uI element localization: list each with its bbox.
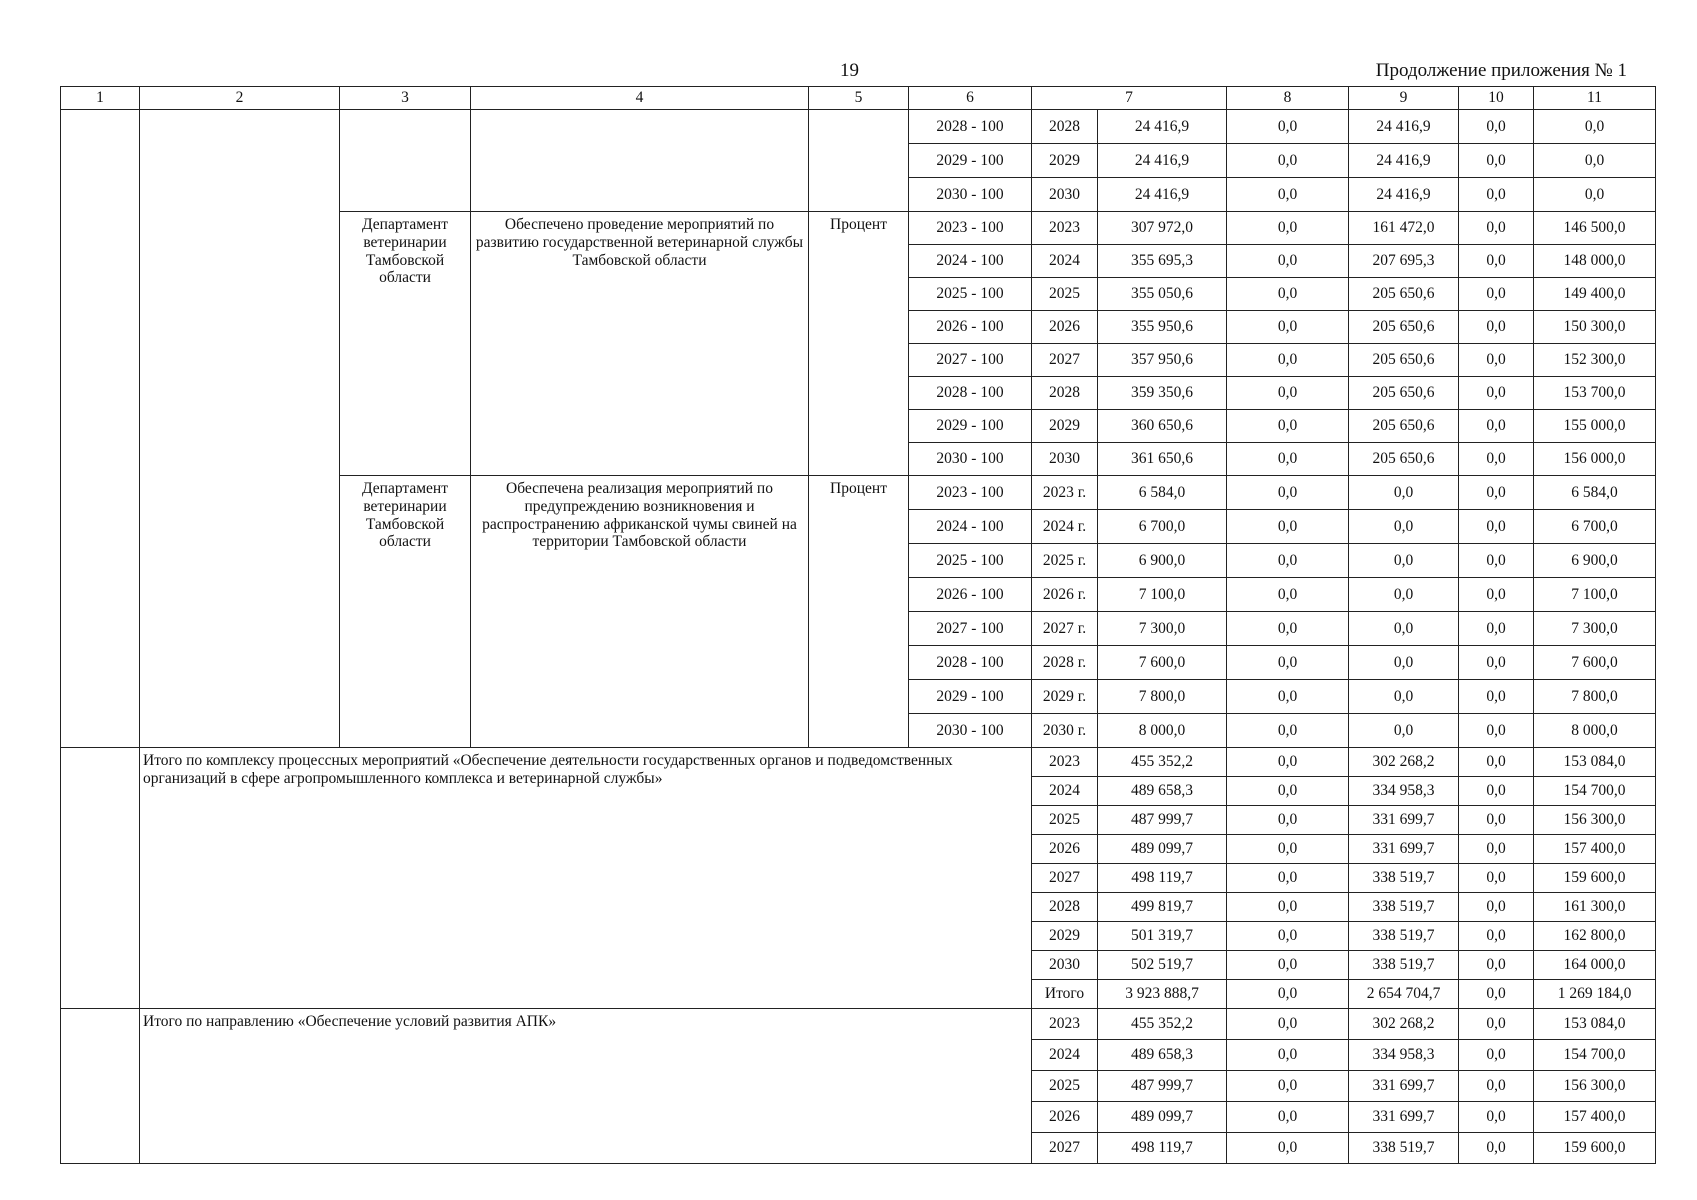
other-amount-cell: 153 084,0 <box>1534 748 1656 777</box>
total-row <box>61 748 1656 777</box>
other-amount-cell: 153 700,0 <box>1534 377 1656 410</box>
federal-amount-cell: 0,0 <box>1227 443 1349 476</box>
indicator-code-cell: 2029 - 100 <box>909 680 1032 714</box>
regional-amount-cell: 205 650,6 <box>1349 410 1459 443</box>
federal-amount-cell: 0,0 <box>1227 612 1349 646</box>
total-amount-cell: 355 695,3 <box>1098 245 1227 278</box>
appendix-title: Продолжение приложения № 1 <box>1375 60 1627 81</box>
other-amount-cell: 157 400,0 <box>1534 835 1656 864</box>
other-amount-cell: 7 800,0 <box>1534 680 1656 714</box>
budget-table <box>60 86 1656 1164</box>
total-amount-cell: 498 119,7 <box>1098 864 1227 893</box>
other-amount-cell: 154 700,0 <box>1534 777 1656 806</box>
year-cell: 2030 <box>1032 443 1098 476</box>
regional-amount-cell: 24 416,9 <box>1349 178 1459 212</box>
municipal-amount-cell: 0,0 <box>1459 864 1534 893</box>
regional-amount-cell: 207 695,3 <box>1349 245 1459 278</box>
column-number: 5 <box>809 87 909 110</box>
year-cell: 2026 <box>1032 835 1098 864</box>
year-cell: 2023 <box>1032 1009 1098 1040</box>
total-amount-cell: 499 819,7 <box>1098 893 1227 922</box>
total-amount-cell: 6 900,0 <box>1098 544 1227 578</box>
year-cell: 2027 <box>1032 864 1098 893</box>
year-cell: 2029 <box>1032 922 1098 951</box>
federal-amount-cell: 0,0 <box>1227 178 1349 212</box>
federal-amount-cell: 0,0 <box>1227 864 1349 893</box>
column-number: 11 <box>1534 87 1656 110</box>
table-body <box>61 87 1656 1164</box>
federal-amount-cell: 0,0 <box>1227 714 1349 748</box>
total-amount-cell: 355 050,6 <box>1098 278 1227 311</box>
municipal-amount-cell: 0,0 <box>1459 178 1534 212</box>
year-cell: 2026 <box>1032 1102 1098 1133</box>
other-amount-cell: 7 100,0 <box>1534 578 1656 612</box>
regional-amount-cell: 338 519,7 <box>1349 864 1459 893</box>
total-amount-cell: 355 950,6 <box>1098 311 1227 344</box>
regional-amount-cell: 0,0 <box>1349 578 1459 612</box>
indicator-code-cell: 2028 - 100 <box>909 377 1032 410</box>
column-number: 9 <box>1349 87 1459 110</box>
municipal-amount-cell: 0,0 <box>1459 1102 1534 1133</box>
department-cell: Департамент ветеринарии Тамбовской области <box>340 212 471 476</box>
other-amount-cell: 159 600,0 <box>1534 1133 1656 1164</box>
total-amount-cell: 502 519,7 <box>1098 951 1227 980</box>
federal-amount-cell: 0,0 <box>1227 777 1349 806</box>
total-direction-title: Итого по направлению «Обеспечение условий развития АПК» <box>140 1009 1032 1164</box>
regional-amount-cell: 0,0 <box>1349 680 1459 714</box>
other-amount-cell: 152 300,0 <box>1534 344 1656 377</box>
page-number: 19 <box>840 60 859 81</box>
other-amount-cell: 1 269 184,0 <box>1534 980 1656 1009</box>
other-amount-cell: 7 300,0 <box>1534 612 1656 646</box>
indicator-code-cell: 2025 - 100 <box>909 544 1032 578</box>
column-number: 4 <box>471 87 809 110</box>
other-amount-cell: 6 584,0 <box>1534 476 1656 510</box>
total-amount-cell: 489 099,7 <box>1098 1102 1227 1133</box>
total-amount-cell: 498 119,7 <box>1098 1133 1227 1164</box>
municipal-amount-cell: 0,0 <box>1459 1009 1534 1040</box>
other-amount-cell: 146 500,0 <box>1534 212 1656 245</box>
year-cell: 2027 <box>1032 1133 1098 1164</box>
municipal-amount-cell: 0,0 <box>1459 510 1534 544</box>
regional-amount-cell: 331 699,7 <box>1349 835 1459 864</box>
indicator-code-cell: 2030 - 100 <box>909 178 1032 212</box>
other-amount-cell: 161 300,0 <box>1534 893 1656 922</box>
column-number-row <box>61 87 1656 110</box>
other-amount-cell: 156 300,0 <box>1534 806 1656 835</box>
regional-amount-cell: 0,0 <box>1349 544 1459 578</box>
year-cell: 2026 <box>1032 311 1098 344</box>
regional-amount-cell: 331 699,7 <box>1349 1102 1459 1133</box>
municipal-amount-cell: 0,0 <box>1459 344 1534 377</box>
regional-amount-cell: 338 519,7 <box>1349 1133 1459 1164</box>
year-cell: 2024 <box>1032 777 1098 806</box>
regional-amount-cell: 338 519,7 <box>1349 922 1459 951</box>
indicator-code-cell: 2030 - 100 <box>909 714 1032 748</box>
indicator-code-cell: 2023 - 100 <box>909 212 1032 245</box>
municipal-amount-cell: 0,0 <box>1459 646 1534 680</box>
other-amount-cell: 149 400,0 <box>1534 278 1656 311</box>
total-amount-cell: 487 999,7 <box>1098 806 1227 835</box>
municipal-amount-cell: 0,0 <box>1459 278 1534 311</box>
federal-amount-cell: 0,0 <box>1227 1040 1349 1071</box>
municipal-amount-cell: 0,0 <box>1459 578 1534 612</box>
municipal-amount-cell: 0,0 <box>1459 680 1534 714</box>
row-number-cell <box>61 748 140 1009</box>
year-cell: 2024 <box>1032 1040 1098 1071</box>
indicator-code-cell: 2028 - 100 <box>909 110 1032 144</box>
regional-amount-cell: 0,0 <box>1349 646 1459 680</box>
total-amount-cell: 307 972,0 <box>1098 212 1227 245</box>
column-number: 6 <box>909 87 1032 110</box>
indicator-code-cell: 2030 - 100 <box>909 443 1032 476</box>
other-amount-cell: 155 000,0 <box>1534 410 1656 443</box>
municipal-amount-cell: 0,0 <box>1459 835 1534 864</box>
indicator-code-cell: 2028 - 100 <box>909 646 1032 680</box>
year-cell: 2029 <box>1032 144 1098 178</box>
federal-amount-cell: 0,0 <box>1227 980 1349 1009</box>
municipal-amount-cell: 0,0 <box>1459 714 1534 748</box>
federal-amount-cell: 0,0 <box>1227 951 1349 980</box>
municipal-amount-cell: 0,0 <box>1459 212 1534 245</box>
other-amount-cell: 150 300,0 <box>1534 311 1656 344</box>
municipal-amount-cell: 0,0 <box>1459 110 1534 144</box>
municipal-amount-cell: 0,0 <box>1459 980 1534 1009</box>
regional-amount-cell: 205 650,6 <box>1349 311 1459 344</box>
total-amount-cell: 7 300,0 <box>1098 612 1227 646</box>
indicator-code-cell: 2025 - 100 <box>909 278 1032 311</box>
federal-amount-cell: 0,0 <box>1227 893 1349 922</box>
year-cell: 2023 <box>1032 212 1098 245</box>
municipal-amount-cell: 0,0 <box>1459 410 1534 443</box>
other-amount-cell: 0,0 <box>1534 144 1656 178</box>
other-amount-cell: 153 084,0 <box>1534 1009 1656 1040</box>
other-amount-cell: 0,0 <box>1534 178 1656 212</box>
other-amount-cell: 159 600,0 <box>1534 864 1656 893</box>
year-cell: 2024 <box>1032 245 1098 278</box>
year-cell: 2029 <box>1032 410 1098 443</box>
federal-amount-cell: 0,0 <box>1227 544 1349 578</box>
result-cell: Обеспечено проведение мероприятий по развитию государственной ветеринарной службы Тамбовской области <box>471 212 809 476</box>
indicator-code-cell: 2027 - 100 <box>909 344 1032 377</box>
federal-amount-cell: 0,0 <box>1227 578 1349 612</box>
year-cell: 2023 <box>1032 748 1098 777</box>
federal-amount-cell: 0,0 <box>1227 835 1349 864</box>
federal-amount-cell: 0,0 <box>1227 212 1349 245</box>
year-cell: 2025 <box>1032 278 1098 311</box>
regional-amount-cell: 0,0 <box>1349 510 1459 544</box>
municipal-amount-cell: 0,0 <box>1459 612 1534 646</box>
column-number: 2 <box>140 87 340 110</box>
indicator-code-cell: 2029 - 100 <box>909 144 1032 178</box>
regional-amount-cell: 24 416,9 <box>1349 144 1459 178</box>
other-amount-cell: 156 300,0 <box>1534 1071 1656 1102</box>
federal-amount-cell: 0,0 <box>1227 680 1349 714</box>
federal-amount-cell: 0,0 <box>1227 510 1349 544</box>
regional-amount-cell: 0,0 <box>1349 476 1459 510</box>
regional-amount-cell: 331 699,7 <box>1349 806 1459 835</box>
other-amount-cell: 154 700,0 <box>1534 1040 1656 1071</box>
federal-amount-cell: 0,0 <box>1227 748 1349 777</box>
year-cell: 2029 г. <box>1032 680 1098 714</box>
municipal-amount-cell: 0,0 <box>1459 777 1534 806</box>
total-amount-cell: 455 352,2 <box>1098 1009 1227 1040</box>
table-row <box>61 110 1656 144</box>
municipal-amount-cell: 0,0 <box>1459 144 1534 178</box>
municipal-amount-cell: 0,0 <box>1459 443 1534 476</box>
activity-cell <box>140 110 340 748</box>
indicator-code-cell: 2029 - 100 <box>909 410 1032 443</box>
unit-cell <box>809 110 909 212</box>
row-number-cell <box>61 1009 140 1164</box>
municipal-amount-cell: 0,0 <box>1459 1071 1534 1102</box>
regional-amount-cell: 302 268,2 <box>1349 1009 1459 1040</box>
municipal-amount-cell: 0,0 <box>1459 544 1534 578</box>
unit-cell: Процент <box>809 212 909 476</box>
federal-amount-cell: 0,0 <box>1227 1009 1349 1040</box>
federal-amount-cell: 0,0 <box>1227 377 1349 410</box>
total-amount-cell: 359 350,6 <box>1098 377 1227 410</box>
year-cell: 2030 <box>1032 951 1098 980</box>
regional-amount-cell: 302 268,2 <box>1349 748 1459 777</box>
regional-amount-cell: 2 654 704,7 <box>1349 980 1459 1009</box>
municipal-amount-cell: 0,0 <box>1459 476 1534 510</box>
total-amount-cell: 489 658,3 <box>1098 777 1227 806</box>
year-cell: 2025 г. <box>1032 544 1098 578</box>
year-cell: 2024 г. <box>1032 510 1098 544</box>
other-amount-cell: 157 400,0 <box>1534 1102 1656 1133</box>
regional-amount-cell: 334 958,3 <box>1349 777 1459 806</box>
regional-amount-cell: 338 519,7 <box>1349 951 1459 980</box>
municipal-amount-cell: 0,0 <box>1459 922 1534 951</box>
total-amount-cell: 455 352,2 <box>1098 748 1227 777</box>
total-amount-cell: 487 999,7 <box>1098 1071 1227 1102</box>
federal-amount-cell: 0,0 <box>1227 1071 1349 1102</box>
total-amount-cell: 489 658,3 <box>1098 1040 1227 1071</box>
municipal-amount-cell: 0,0 <box>1459 893 1534 922</box>
other-amount-cell: 6 900,0 <box>1534 544 1656 578</box>
department-cell <box>340 110 471 212</box>
year-cell: 2027 г. <box>1032 612 1098 646</box>
other-amount-cell: 8 000,0 <box>1534 714 1656 748</box>
indicator-code-cell: 2026 - 100 <box>909 578 1032 612</box>
department-cell: Департамент ветеринарии Тамбовской области <box>340 476 471 748</box>
row-number-cell <box>61 110 140 748</box>
column-number: 8 <box>1227 87 1349 110</box>
municipal-amount-cell: 0,0 <box>1459 1133 1534 1164</box>
regional-amount-cell: 205 650,6 <box>1349 344 1459 377</box>
regional-amount-cell: 24 416,9 <box>1349 110 1459 144</box>
total-amount-cell: 489 099,7 <box>1098 835 1227 864</box>
regional-amount-cell: 338 519,7 <box>1349 893 1459 922</box>
total-amount-cell: 361 650,6 <box>1098 443 1227 476</box>
year-cell: 2028 <box>1032 110 1098 144</box>
federal-amount-cell: 0,0 <box>1227 646 1349 680</box>
result-cell <box>471 110 809 212</box>
year-cell: 2028 г. <box>1032 646 1098 680</box>
regional-amount-cell: 0,0 <box>1349 714 1459 748</box>
year-cell: 2028 <box>1032 893 1098 922</box>
federal-amount-cell: 0,0 <box>1227 278 1349 311</box>
total-row <box>61 1009 1656 1040</box>
other-amount-cell: 164 000,0 <box>1534 951 1656 980</box>
total-amount-cell: 7 600,0 <box>1098 646 1227 680</box>
other-amount-cell: 148 000,0 <box>1534 245 1656 278</box>
total-amount-cell: 360 650,6 <box>1098 410 1227 443</box>
total-amount-cell: 6 584,0 <box>1098 476 1227 510</box>
federal-amount-cell: 0,0 <box>1227 144 1349 178</box>
regional-amount-cell: 205 650,6 <box>1349 377 1459 410</box>
regional-amount-cell: 334 958,3 <box>1349 1040 1459 1071</box>
federal-amount-cell: 0,0 <box>1227 245 1349 278</box>
column-number: 10 <box>1459 87 1534 110</box>
regional-amount-cell: 205 650,6 <box>1349 443 1459 476</box>
other-amount-cell: 6 700,0 <box>1534 510 1656 544</box>
total-amount-cell: 24 416,9 <box>1098 178 1227 212</box>
total-amount-cell: 6 700,0 <box>1098 510 1227 544</box>
other-amount-cell: 0,0 <box>1534 110 1656 144</box>
federal-amount-cell: 0,0 <box>1227 410 1349 443</box>
municipal-amount-cell: 0,0 <box>1459 245 1534 278</box>
federal-amount-cell: 0,0 <box>1227 806 1349 835</box>
federal-amount-cell: 0,0 <box>1227 344 1349 377</box>
total-complex-title: Итого по комплексу процессных мероприятий «Обеспечение деятельности государственных органов и подведомственных организаций в сфере агропромышленного комплекса и ветеринарной службы» <box>140 748 1032 1009</box>
indicator-code-cell: 2026 - 100 <box>909 311 1032 344</box>
municipal-amount-cell: 0,0 <box>1459 806 1534 835</box>
year-cell: 2028 <box>1032 377 1098 410</box>
federal-amount-cell: 0,0 <box>1227 1133 1349 1164</box>
year-cell: Итого <box>1032 980 1098 1009</box>
column-number: 7 <box>1032 87 1227 110</box>
total-amount-cell: 501 319,7 <box>1098 922 1227 951</box>
municipal-amount-cell: 0,0 <box>1459 1040 1534 1071</box>
other-amount-cell: 162 800,0 <box>1534 922 1656 951</box>
municipal-amount-cell: 0,0 <box>1459 748 1534 777</box>
indicator-code-cell: 2027 - 100 <box>909 612 1032 646</box>
indicator-code-cell: 2024 - 100 <box>909 510 1032 544</box>
year-cell: 2026 г. <box>1032 578 1098 612</box>
column-number: 3 <box>340 87 471 110</box>
municipal-amount-cell: 0,0 <box>1459 311 1534 344</box>
other-amount-cell: 156 000,0 <box>1534 443 1656 476</box>
total-amount-cell: 24 416,9 <box>1098 110 1227 144</box>
other-amount-cell: 7 600,0 <box>1534 646 1656 680</box>
total-amount-cell: 7 800,0 <box>1098 680 1227 714</box>
regional-amount-cell: 205 650,6 <box>1349 278 1459 311</box>
federal-amount-cell: 0,0 <box>1227 311 1349 344</box>
year-cell: 2025 <box>1032 1071 1098 1102</box>
regional-amount-cell: 0,0 <box>1349 612 1459 646</box>
federal-amount-cell: 0,0 <box>1227 110 1349 144</box>
year-cell: 2030 <box>1032 178 1098 212</box>
year-cell: 2030 г. <box>1032 714 1098 748</box>
federal-amount-cell: 0,0 <box>1227 476 1349 510</box>
regional-amount-cell: 331 699,7 <box>1349 1071 1459 1102</box>
result-cell: Обеспечена реализация мероприятий по предупреждению возникновения и распространению африканской чумы свиней на территории Тамбовской области <box>471 476 809 748</box>
total-amount-cell: 24 416,9 <box>1098 144 1227 178</box>
total-amount-cell: 357 950,6 <box>1098 344 1227 377</box>
total-amount-cell: 3 923 888,7 <box>1098 980 1227 1009</box>
municipal-amount-cell: 0,0 <box>1459 951 1534 980</box>
year-cell: 2025 <box>1032 806 1098 835</box>
federal-amount-cell: 0,0 <box>1227 1102 1349 1133</box>
year-cell: 2027 <box>1032 344 1098 377</box>
indicator-code-cell: 2023 - 100 <box>909 476 1032 510</box>
municipal-amount-cell: 0,0 <box>1459 377 1534 410</box>
total-amount-cell: 7 100,0 <box>1098 578 1227 612</box>
total-amount-cell: 8 000,0 <box>1098 714 1227 748</box>
regional-amount-cell: 161 472,0 <box>1349 212 1459 245</box>
unit-cell: Процент <box>809 476 909 748</box>
indicator-code-cell: 2024 - 100 <box>909 245 1032 278</box>
federal-amount-cell: 0,0 <box>1227 922 1349 951</box>
year-cell: 2023 г. <box>1032 476 1098 510</box>
column-number: 1 <box>61 87 140 110</box>
